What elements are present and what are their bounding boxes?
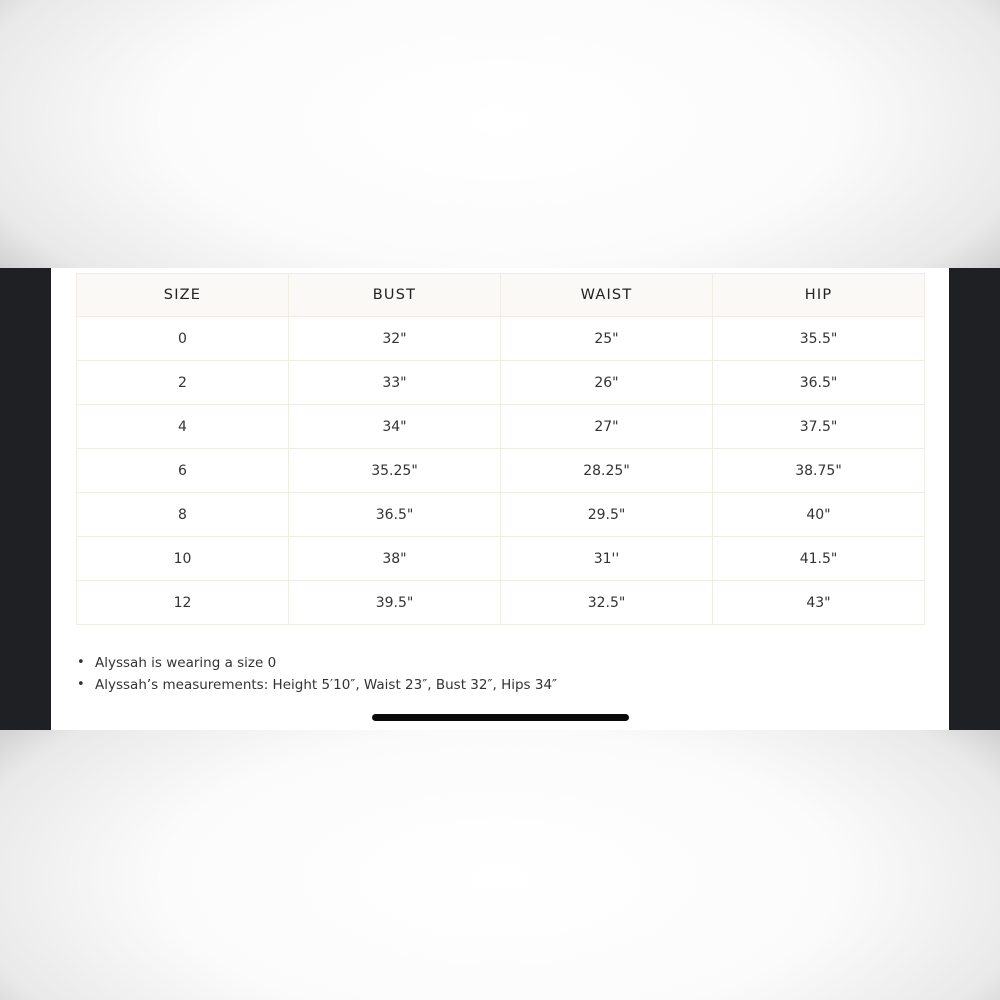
cell-bust: 34" — [289, 405, 501, 449]
cell-bust: 33" — [289, 361, 501, 405]
cell-waist: 28.25" — [501, 449, 713, 493]
cell-waist: 27" — [501, 405, 713, 449]
cell-hip: 38.75" — [713, 449, 925, 493]
table-row — [77, 449, 925, 493]
bullet-icon: • — [77, 677, 85, 692]
model-notes-list — [77, 652, 557, 696]
note-measurements: Alyssah’s measurements: Height 5′10″, Waist 23″, Bust 32″, Hips 34″ — [95, 677, 558, 693]
list-item — [77, 674, 557, 696]
table-row — [77, 581, 925, 625]
cell-hip: 43" — [713, 581, 925, 625]
table-row — [77, 405, 925, 449]
list-item — [77, 652, 557, 674]
cell-waist: 26" — [501, 361, 713, 405]
cell-waist: 29.5" — [501, 493, 713, 537]
cell-hip: 41.5" — [713, 537, 925, 581]
table-row — [77, 361, 925, 405]
cell-hip: 40" — [713, 493, 925, 537]
cell-bust: 36.5" — [289, 493, 501, 537]
bullet-icon: • — [77, 655, 85, 670]
cell-size: 8 — [77, 493, 289, 537]
table-row — [77, 493, 925, 537]
header-size: SIZE — [77, 274, 289, 317]
cell-waist: 31'' — [501, 537, 713, 581]
cell-size: 2 — [77, 361, 289, 405]
table-header-row — [77, 274, 925, 317]
cell-bust: 38" — [289, 537, 501, 581]
cell-bust: 35.25" — [289, 449, 501, 493]
size-chart-panel — [51, 268, 949, 730]
size-chart-table — [76, 273, 925, 625]
cell-bust: 32" — [289, 317, 501, 361]
table-row — [77, 537, 925, 581]
note-size-worn: Alyssah is wearing a size 0 — [95, 655, 277, 671]
header-waist: WAIST — [501, 274, 713, 317]
cell-size: 6 — [77, 449, 289, 493]
blurred-background-bottom — [0, 730, 1000, 1000]
cell-hip: 35.5" — [713, 317, 925, 361]
cell-size: 12 — [77, 581, 289, 625]
blurred-background-top — [0, 0, 1000, 268]
cell-waist: 25" — [501, 317, 713, 361]
table-row — [77, 317, 925, 361]
cell-size: 4 — [77, 405, 289, 449]
cell-hip: 37.5" — [713, 405, 925, 449]
cell-size: 10 — [77, 537, 289, 581]
cell-hip: 36.5" — [713, 361, 925, 405]
cell-size: 0 — [77, 317, 289, 361]
home-indicator-bar[interactable] — [372, 714, 629, 721]
cell-waist: 32.5" — [501, 581, 713, 625]
cell-bust: 39.5" — [289, 581, 501, 625]
header-hip: HIP — [713, 274, 925, 317]
header-bust: BUST — [289, 274, 501, 317]
